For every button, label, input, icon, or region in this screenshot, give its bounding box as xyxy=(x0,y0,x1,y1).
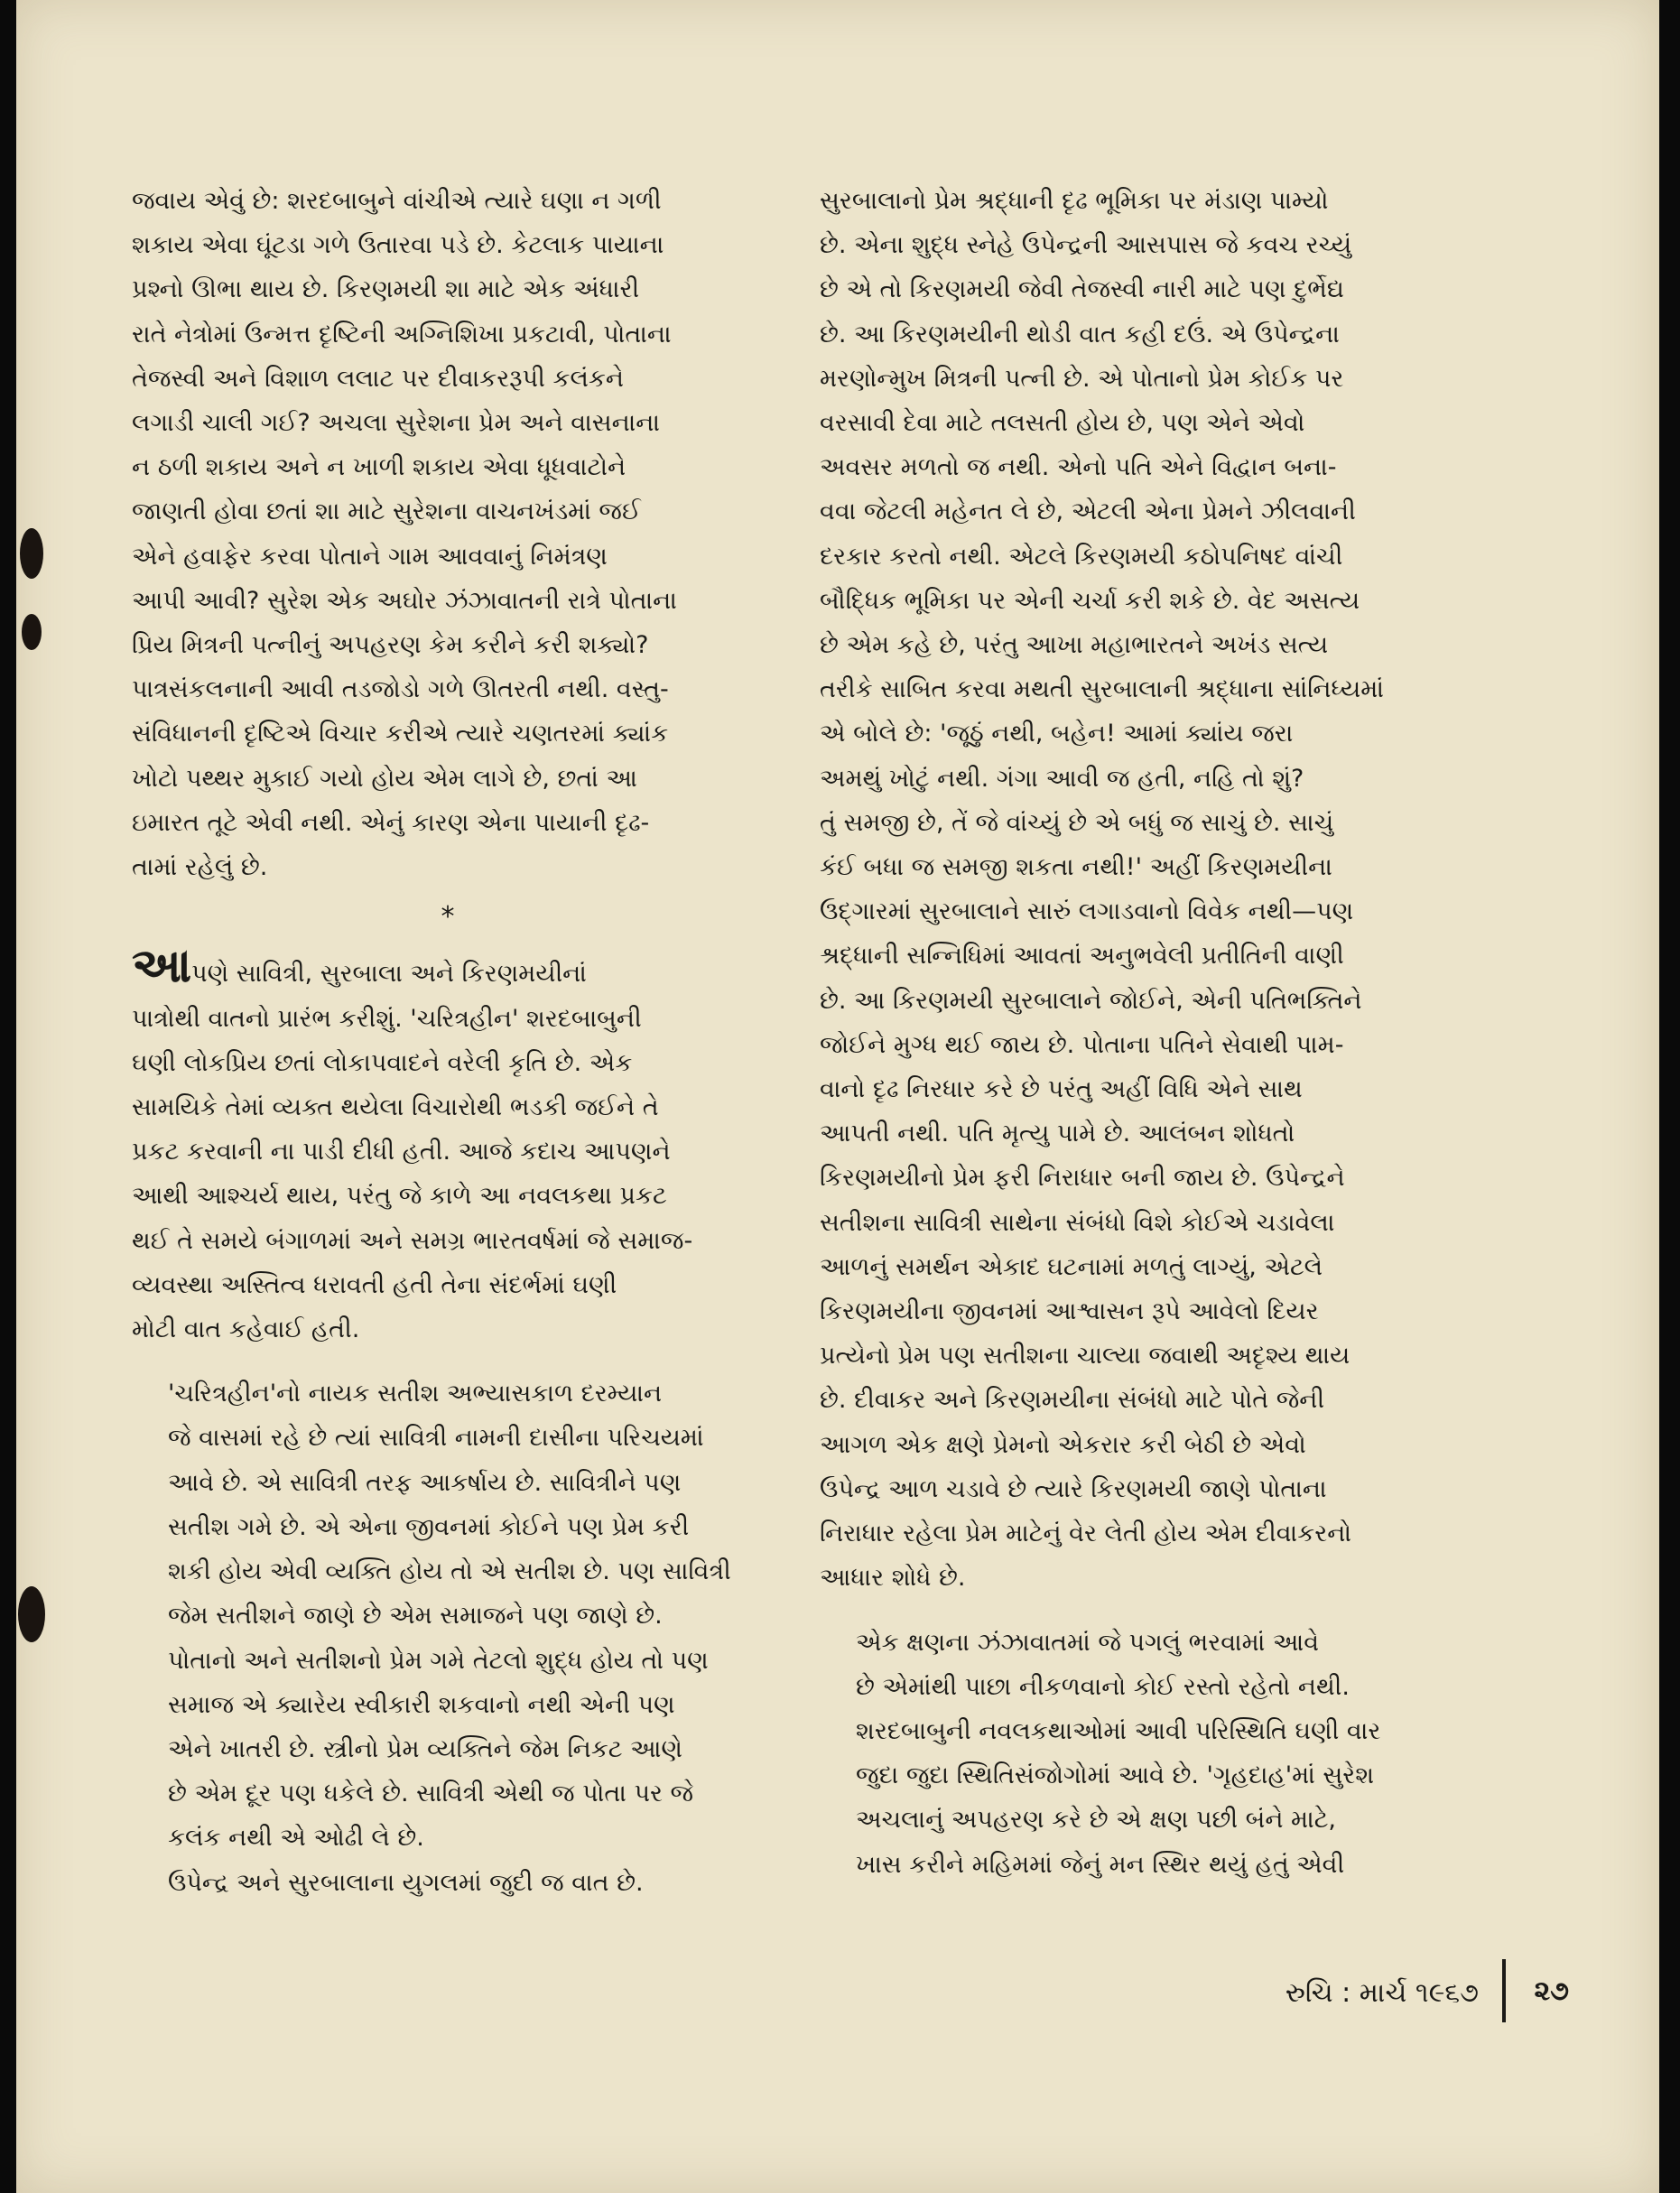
text-line: છે. આ કિરણમયી સુરબાલાને જોઈને, એની પતિભક્તિને xyxy=(820,986,1362,1015)
text-line: વાનો દૃઢ નિરધાર કરે છે પરંતુ અહીં વિધિ એને સાથ xyxy=(820,1075,1303,1104)
text-line: જોઈને મુગ્ધ થઈ જાય છે. પોતાના પતિને સેવાથી પામ- xyxy=(820,1030,1344,1059)
text-line: પાત્રસંકલનાની આવી તડજોડો ગળે ઊતરતી નથી. વસ્તુ- xyxy=(132,675,669,704)
drop-cap: આ xyxy=(132,944,192,994)
text-line: વરસાવી દેવા માટે તલસતી હોય છે, પણ એને એવો xyxy=(820,409,1305,438)
first-line-text: પણે સાવિત્રી, સુરબાલા અને કિરણમયીનાં xyxy=(191,960,587,989)
binding-hole xyxy=(20,528,43,579)
binding-hole xyxy=(18,1586,45,1642)
text-line: ઇમારત તૂટે એવી નથી. એનું કારણ એના પાયાની દૃઢ- xyxy=(132,808,650,837)
issue-label: રુચિ : માર્ચ ૧૯૬૭ xyxy=(1285,1977,1479,2009)
text-line xyxy=(132,944,764,996)
text-line: આળનું સમર્થન એકાદ ઘટનામાં મળતું લાગ્યું, એટલે xyxy=(820,1252,1323,1281)
text-line: સતીશ ગમે છે. એ એના જીવનમાં કોઈને પણ પ્રેમ કરી xyxy=(168,1512,690,1541)
text-line: કલંક નથી એ ઓઢી લે છે. xyxy=(168,1824,424,1853)
left-paragraph-4 xyxy=(132,1861,764,1905)
text-line: ખોટો પથ્થર મુકાઈ ગયો હોય એમ લાગે છે, છતાં આ xyxy=(132,764,637,793)
text-line: શ્રદ્ધાની સન્નિધિમાં આવતાં અનુભવેલી પ્રતીતિની વાણી xyxy=(820,942,1344,971)
text-line: વવા જેટલી મહેનત લે છે, એટલી એના પ્રેમને ઝીલવાની xyxy=(820,497,1356,526)
text-line: ઉદ્ગારમાં સુરબાલાને સારું લગાડવાનો વિવેક નથી—પણ xyxy=(820,897,1354,926)
left-paragraph-2 xyxy=(132,944,764,1352)
text-line: પ્રિય મિત્રની પત્નીનું અપહરણ કેમ કરીને કરી શક્યો? xyxy=(132,631,649,660)
page-number: ૨૭ xyxy=(1534,1975,1569,2007)
text-line: સતીશના સાવિત્રી સાથેના સંબંધો વિશે કોઈએ ચડાવેલા xyxy=(820,1208,1335,1237)
text-line: છે. એના શુદ્ધ સ્નેહે ઉપેન્દ્રની આસપાસ જે કવચ રચ્યું xyxy=(820,231,1352,260)
text-line: જેમ સતીશને જાણે છે એમ સમાજને પણ જાણે છે. xyxy=(168,1602,663,1631)
text-line: રાતે નેત્રોમાં ઉન્મત્ત દૃષ્ટિની અગ્નિશિખા પ્રકટાવી, પોતાના xyxy=(132,320,672,348)
footer-rule xyxy=(1502,1959,1506,2022)
text-line: જુદા જુદા સ્થિતિસંજોગોમાં આવે છે. 'ગૃહદાહ'માં સુરેશ xyxy=(856,1761,1375,1790)
text-line: પોતાનો અને સતીશનો પ્રેમ ગમે તેટલો શુદ્ધ હોય તો પણ xyxy=(168,1646,709,1675)
text-line: એને ખાતરી છે. સ્ત્રીનો પ્રેમ વ્યક્તિને જેમ નિકટ આણે xyxy=(168,1734,682,1763)
text-line: એને હવાફેર કરવા પોતાને ગામ આવવાનું નિમંત્રણ xyxy=(132,542,608,571)
text-line: તરીકે સાબિત કરવા મથતી સુરબાલાની શ્રદ્ધાના સાંનિધ્યમાં xyxy=(820,675,1384,704)
text-line: સમાજ એ ક્યારેય સ્વીકારી શકવાનો નથી એની પણ xyxy=(168,1690,675,1719)
text-line: પ્રશ્નો ઊભા થાય છે. કિરણમયી શા માટે એક અંધારી xyxy=(132,275,640,304)
text-line: શરદબાબુની નવલકથાઓમાં આવી પરિસ્થિતિ ઘણી વાર xyxy=(856,1716,1381,1745)
text-line: બૌદ્ધિક ભૂમિકા પર એની ચર્ચા કરી શકે છે. વેદ અસત્ય xyxy=(820,586,1360,615)
text-line: મરણોન્મુખ મિત્રની પત્ની છે. એ પોતાનો પ્રેમ કોઈક પર xyxy=(820,364,1344,393)
text-line: અચલાનું અપહરણ કરે છે એ ક્ષણ પછી બંને માટે, xyxy=(856,1806,1337,1835)
text-line: અવસર મળતો જ નથી. એનો પતિ એને વિદ્વાન બના- xyxy=(820,453,1337,482)
text-line: તામાં રહેલું છે. xyxy=(132,853,268,882)
text-line: છે એમ દૂર પણ ધકેલે છે. સાવિત્રી એથી જ પોતા પર જે xyxy=(168,1779,694,1808)
text-line: આધાર શોધે છે. xyxy=(820,1564,966,1593)
text-line: પ્રત્યેનો પ્રેમ પણ સતીશના ચાલ્યા જવાથી અદૃશ્ય થાય xyxy=(820,1342,1350,1371)
text-line: શકી હોય એવી વ્યક્તિ હોય તો એ સતીશ છે. પણ સાવિત્રી xyxy=(168,1557,731,1586)
text-line: ખાસ કરીને મહિમમાં જેનું મન સ્થિર થયું હતું એવી xyxy=(856,1850,1345,1879)
left-column xyxy=(132,179,764,1905)
text-line: કિરણમયીના જીવનમાં આશ્વાસન રૂપે આવેલો દિયર xyxy=(820,1297,1319,1326)
text-line: છે એમ કહે છે, પરંતુ આખા મહાભારતને અખંડ સત્ય xyxy=(820,631,1329,660)
text-line: શકાય એવા ઘૂંટડા ગળે ઉતારવા પડે છે. કેટલાક પાયાના xyxy=(132,231,664,260)
text-line: આગળ એક ક્ષણે પ્રેમનો એકરાર કરી બેઠી છે એવો xyxy=(820,1430,1306,1459)
left-paragraph-1 xyxy=(132,179,764,889)
text-line: ઉપેન્દ્ર આળ ચડાવે છે ત્યારે કિરણમયી જાણે પોતાના xyxy=(820,1474,1327,1503)
text-line: આપી આવી? સુરેશ એક અઘોર ઝંઝાવાતની રાત્રે પોતાના xyxy=(132,586,677,615)
binding-hole xyxy=(22,614,42,650)
text-line: આપતી નથી. પતિ મૃત્યુ પામે છે. આલંબન શોધતો xyxy=(820,1120,1295,1148)
text-line: છે. દીવાકર અને કિરણમયીના સંબંધો માટે પોતે જેની xyxy=(820,1386,1325,1415)
text-line: કંઈ બધા જ સમજી શકતા નથી!' અહીં કિરણમયીના xyxy=(820,853,1332,882)
text-line: જવાય એવું છે: શરદબાબુને વાંચીએ ત્યારે ઘણા ન ગળી xyxy=(132,187,662,215)
text-line: જાણતી હોવા છતાં શા માટે સુરેશના વાચનખંડમાં જઈ xyxy=(132,497,641,526)
text-line: સંવિધાનની દૃષ્ટિએ વિચાર કરીએ ત્યારે ચણતરમાં ક્યાંક xyxy=(132,720,669,748)
text-line: પ્રકટ કરવાની ના પાડી દીધી હતી. આજે કદાચ આપણને xyxy=(132,1138,671,1166)
text-line: ઘણી લોકપ્રિય છતાં લોકાપવાદને વરેલી કૃતિ છે. એક xyxy=(132,1048,633,1077)
text-line: ઉપેન્દ્ર અને સુરબાલાના યુગલમાં જુદી જ વાત છે. xyxy=(168,1868,644,1897)
text-line: પાત્રોથી વાતનો પ્રારંભ કરીશું. 'ચરિત્રહીન' શરદબાબુની xyxy=(132,1004,642,1033)
text-line: ન ઠળી શકાય અને ન ખાળી શકાય એવા ધૂધવાટોને xyxy=(132,453,627,482)
right-column xyxy=(820,179,1452,1887)
text-line: મોટી વાત કહેવાઈ હતી. xyxy=(132,1315,360,1344)
text-line: જે વાસમાં રહે છે ત્યાં સાવિત્રી નામની દાસીના પરિચયમાં xyxy=(168,1424,704,1453)
right-paragraph-2 xyxy=(820,1621,1452,1887)
right-paragraph-1 xyxy=(820,179,1452,1601)
text-line: અમથું ખોટું નથી. ગંગા આવી જ હતી, નહિ તો શું? xyxy=(820,764,1304,793)
section-separator: * xyxy=(441,901,455,934)
text-line: છે એમાંથી પાછા નીકળવાનો કોઈ રસ્તો રહેતો નથી. xyxy=(856,1672,1350,1701)
text-line: લગાડી ચાલી ગઈ? અચલા સુરેશના પ્રેમ અને વાસનાના xyxy=(132,409,661,438)
text-line: કિરણમયીનો પ્રેમ ફરી નિરાધાર બની જાય છે. ઉપેન્દ્રને xyxy=(820,1164,1345,1193)
text-line: છે એ તો કિરણમયી જેવી તેજસ્વી નારી માટે પણ દુર્ભેદ્ય xyxy=(820,275,1344,304)
text-line: તું સમજી છે, તેં જે વાંચ્યું છે એ બધું જ સાચું છે. સાચું xyxy=(820,808,1334,837)
text-line: સુરબાલાનો પ્રેમ શ્રદ્ધાની દૃઢ ભૂમિકા પર મંડાણ પામ્યો xyxy=(820,187,1329,215)
left-paragraph-3 xyxy=(132,1371,764,1860)
text-line: તેજસ્વી અને વિશાળ લલાટ પર દીવાકરરૂપી કલંકને xyxy=(132,364,625,393)
text-line: એક ક્ષણના ઝંઝાવાતમાં જે પગલું ભરવામાં આવે xyxy=(856,1628,1320,1657)
text-line: થઈ તે સમયે બંગાળમાં અને સમગ્ર ભારતવર્ષમાં જે સમાજ- xyxy=(132,1226,693,1255)
text-line: નિરાધાર રહેલા પ્રેમ માટેનું વેર લેતી હોય એમ દીવાકરનો xyxy=(820,1519,1352,1548)
text-line: છે. આ કિરણમયીની થોડી વાત કહી દઉં. એ ઉપેન્દ્રના xyxy=(820,320,1340,348)
page xyxy=(16,0,1659,2193)
text-line: 'ચરિત્રહીન'નો નાયક સતીશ અભ્યાસકાળ દરમ્યાન xyxy=(168,1380,663,1408)
text-line: સામયિકે તેમાં વ્યક્ત થયેલા વિચારોથી ભડકી જઈને તે xyxy=(132,1093,659,1122)
text-line: આથી આશ્ચર્ય થાય, પરંતુ જે કાળે આ નવલકથા પ્રકટ xyxy=(132,1182,667,1211)
text-line: દરકાર કરતો નથી. એટલે કિરણમયી કઠોપનિષદ વાંચી xyxy=(820,542,1343,571)
text-line: વ્યવસ્થા અસ્તિત્વ ધરાવતી હતી તેના સંદર્ભમાં ઘણી xyxy=(132,1270,617,1299)
text-line: આવે છે. એ સાવિત્રી તરફ આકર્ષાય છે. સાવિત્રીને પણ xyxy=(168,1468,682,1497)
text-line: એ બોલે છે: 'જૂઠું નથી, બહેન! આમાં ક્યાંય જરા xyxy=(820,720,1294,748)
page-footer xyxy=(1118,1959,1605,2022)
